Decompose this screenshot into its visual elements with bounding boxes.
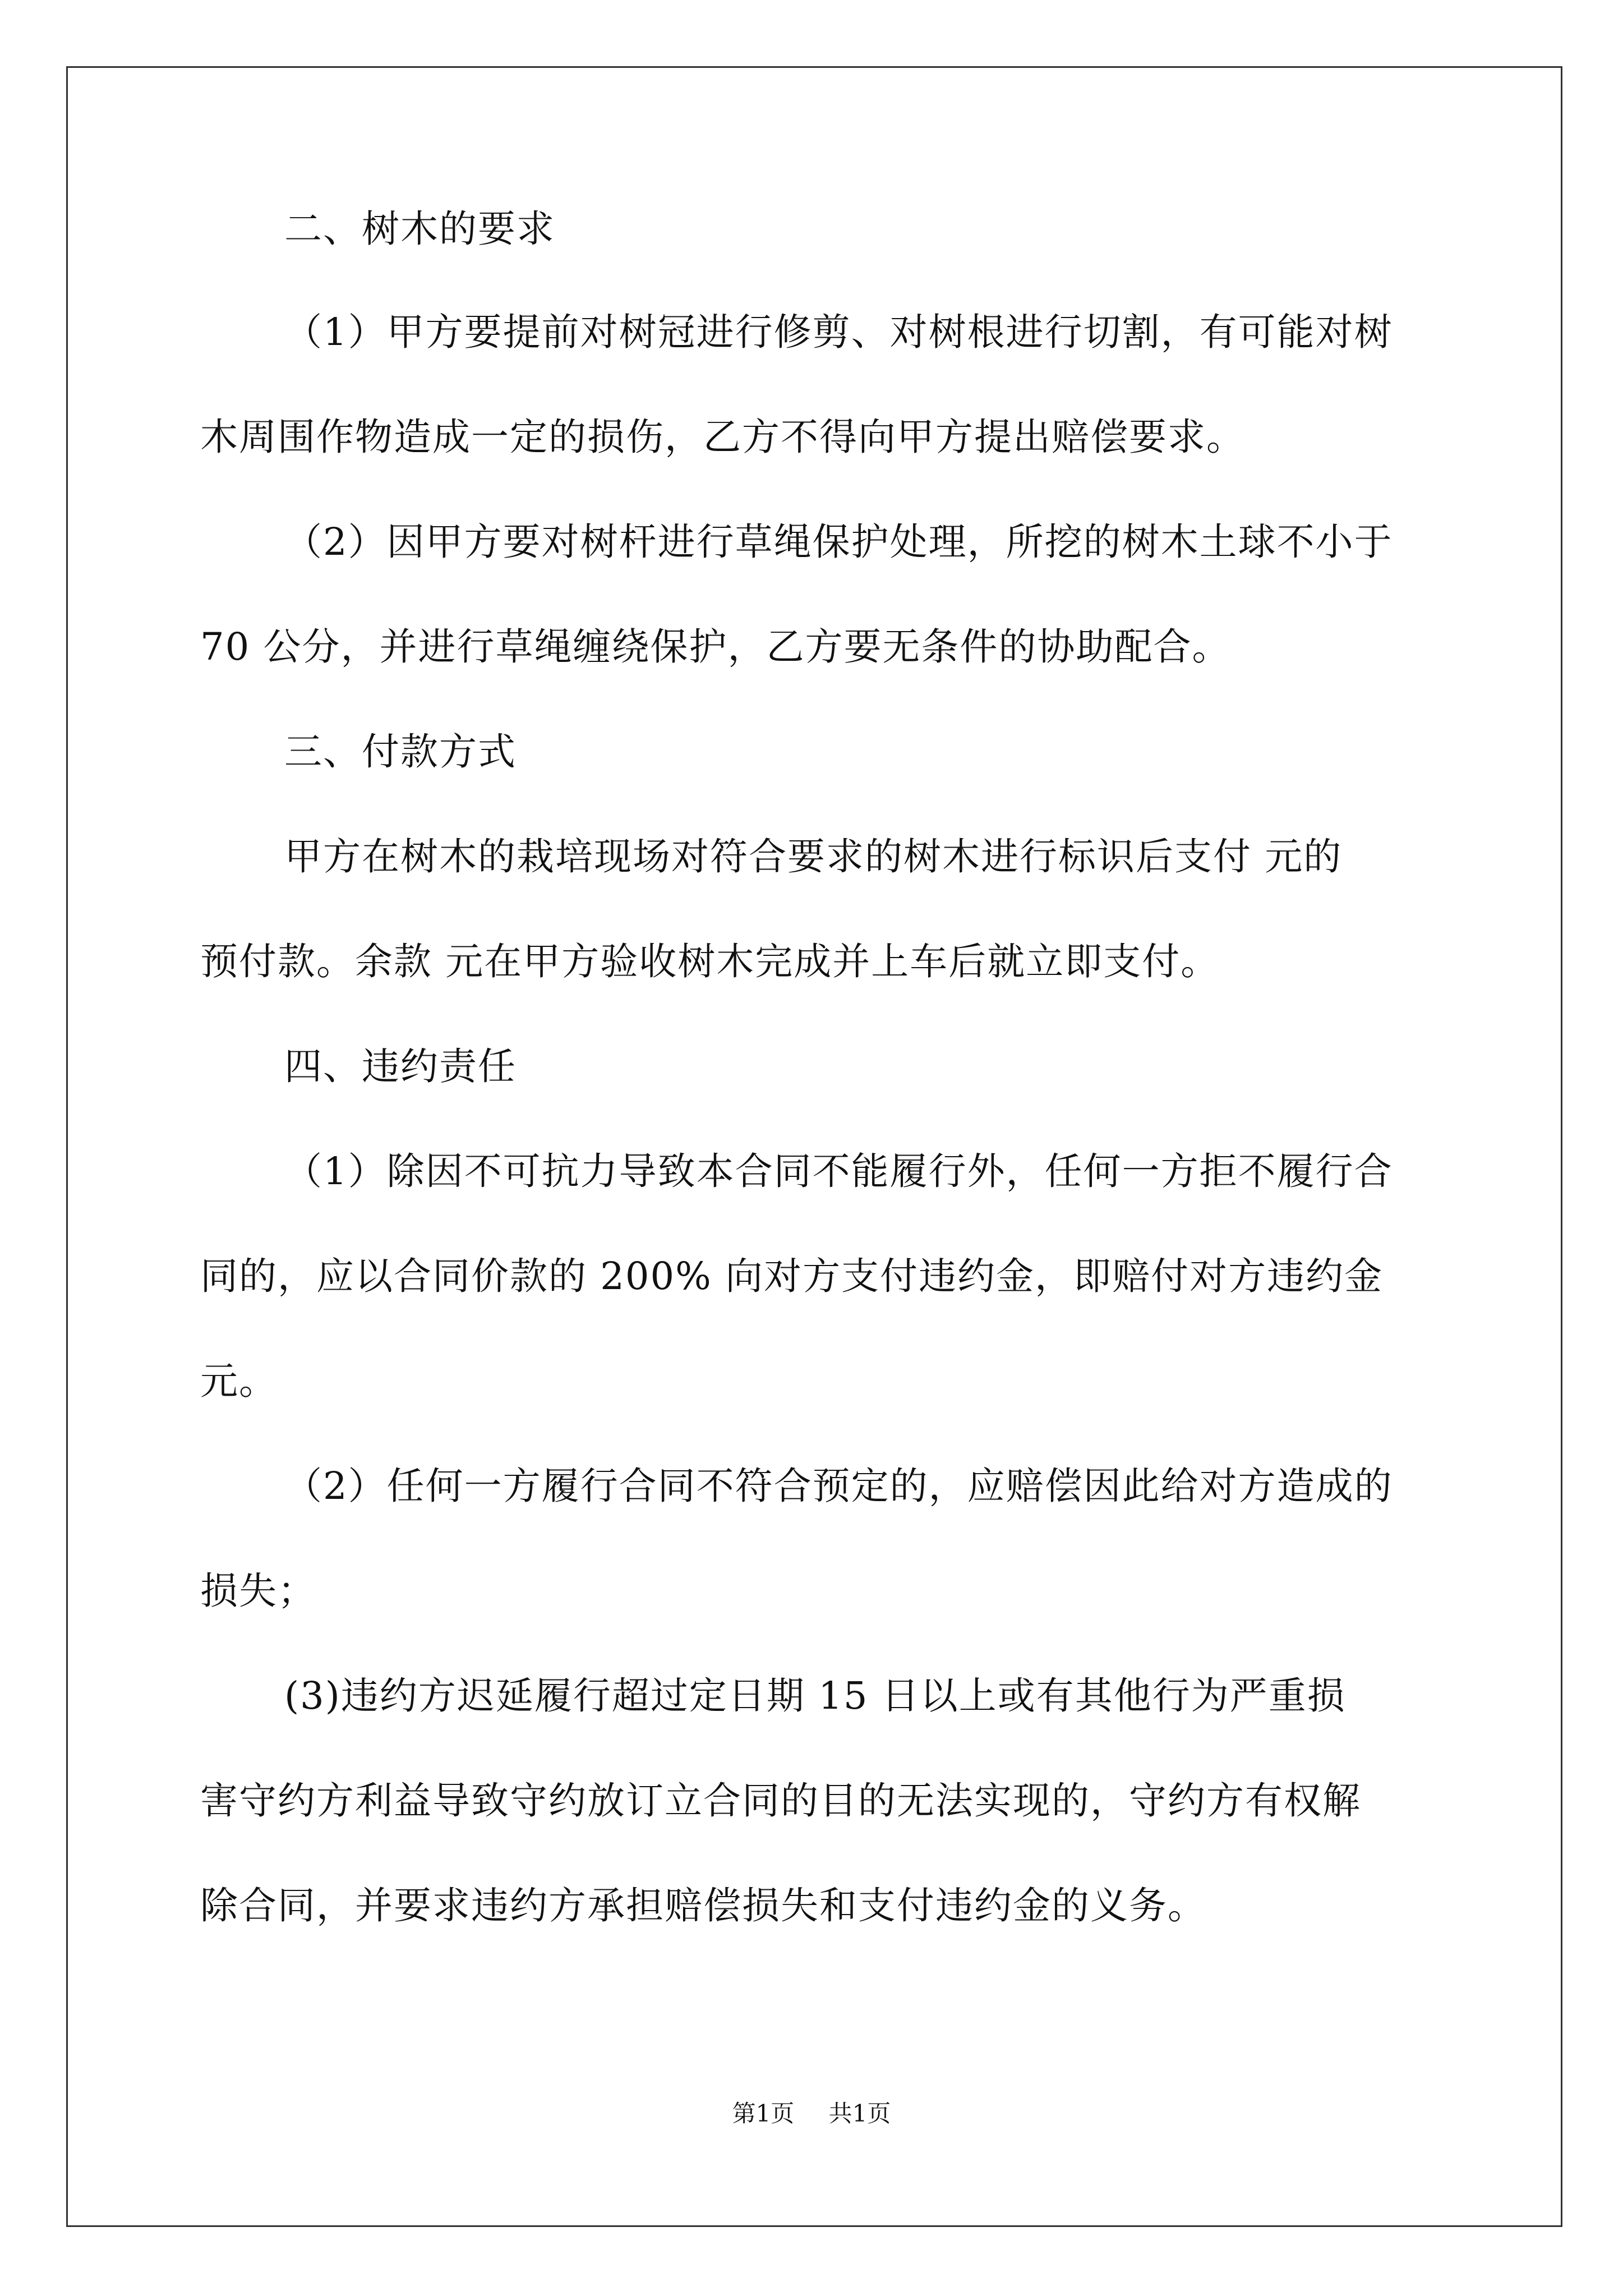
paragraph-line: （2）因甲方要对树杆进行草绳保护处理，所挖的树木土球不小于 — [284, 520, 1393, 564]
paragraph-line: 甲方在树木的栽培现场对符合要求的树木进行标识后支付 元的 — [284, 835, 1343, 878]
paragraph-line: 元。 — [200, 1359, 278, 1403]
paragraph-line: 害守约方利益导致守约放订立合同的目的无法实现的，守约方有权解 — [200, 1779, 1361, 1823]
section-heading-tree-requirements: 二、树木的要求 — [284, 207, 555, 251]
page-number-current: 第1页 — [732, 2100, 795, 2127]
paragraph-line: 木周围作物造成一定的损伤，乙方不得向甲方提出赔偿要求。 — [200, 415, 1245, 459]
page-footer — [0, 2097, 1623, 2131]
section-heading-payment: 三、付款方式 — [284, 730, 517, 774]
paragraph-line: 同的，应以合同价款的 200% 向对方支付违约金，即赔付对方违约金 — [200, 1254, 1384, 1298]
paragraph-line: 70 公分，并进行草绳缠绕保护，乙方要无条件的协助配合。 — [200, 625, 1231, 669]
section-heading-liability: 四、违约责任 — [284, 1045, 517, 1088]
paragraph-line: (3)违约方迟延履行超过定日期 15 日以上或有其他行为严重损 — [284, 1674, 1346, 1718]
document-body — [200, 202, 1428, 1932]
paragraph-line: （1）除因不可抗力导致本合同不能履行外，任何一方拒不履行合 — [284, 1149, 1393, 1193]
paragraph-line: 损失； — [200, 1569, 316, 1613]
paragraph-line: （2）任何一方履行合同不符合预定的，应赔偿因此给对方造成的 — [284, 1464, 1393, 1508]
paragraph-line: 除合同，并要求违约方承担赔偿损失和支付违约金的义务。 — [200, 1884, 1206, 1927]
paragraph-line: 预付款。余款 元在甲方验收树木完成并上车后就立即支付。 — [200, 940, 1220, 983]
paragraph-line: （1）甲方要提前对树冠进行修剪、对树根进行切割，有可能对树 — [284, 310, 1393, 354]
page-number-total: 共1页 — [828, 2100, 891, 2127]
